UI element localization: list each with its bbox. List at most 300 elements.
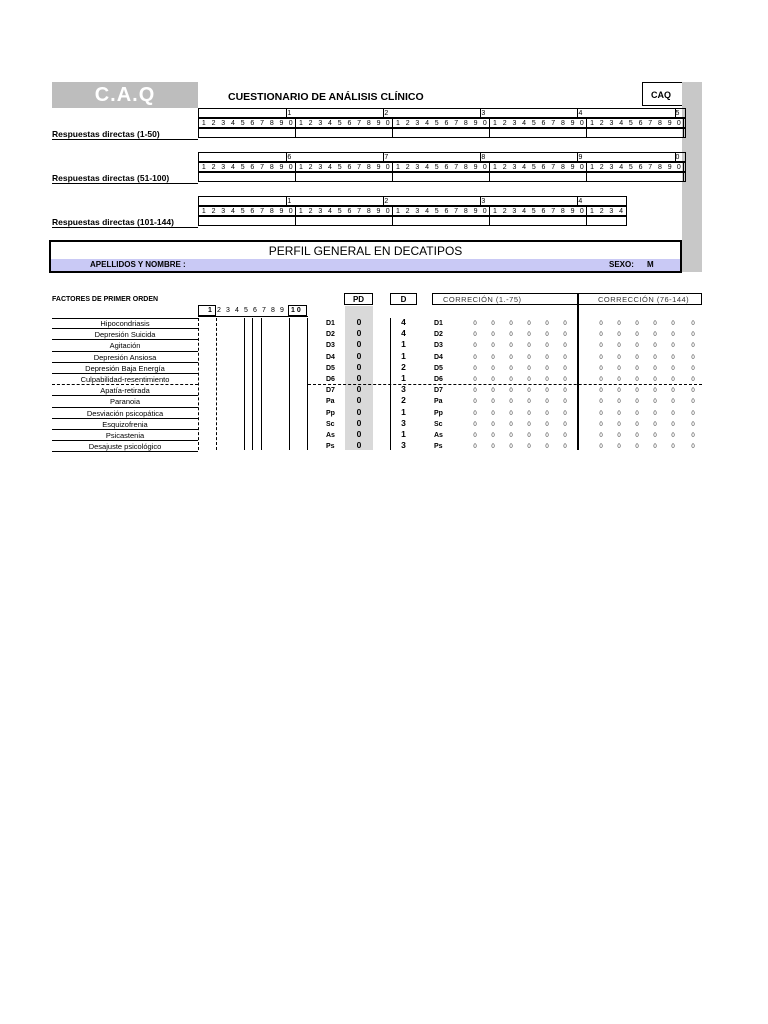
factor-name: Depresión Suicida	[94, 330, 156, 340]
factor-name: Desviación psicopática	[86, 408, 164, 418]
answer-cell[interactable]	[257, 217, 267, 225]
answer-cell[interactable]	[548, 217, 558, 225]
answer-cell[interactable]	[325, 129, 335, 137]
response-tens-row	[198, 108, 686, 118]
corr1-value: 0	[473, 365, 477, 372]
response-digit: 8	[560, 120, 565, 127]
tens-blank	[655, 109, 665, 117]
answer-cell[interactable]	[354, 129, 364, 137]
answer-cell[interactable]	[432, 129, 442, 137]
corr1-value: 0	[509, 444, 513, 451]
answer-cell[interactable]	[325, 217, 335, 225]
answer-cell[interactable]	[451, 173, 461, 181]
response-digit: 3	[415, 120, 420, 127]
tens-blank	[461, 109, 471, 117]
answer-cell[interactable]	[529, 217, 539, 225]
page-title: CUESTIONARIO DE ANÁLISIS CLÍNICO	[228, 91, 424, 103]
corr2-value: 0	[635, 377, 639, 383]
answer-cell[interactable]	[393, 217, 403, 225]
response-digit: 7	[357, 164, 362, 171]
answer-cell[interactable]	[248, 129, 258, 137]
answer-cell[interactable]	[383, 129, 393, 137]
answer-cell[interactable]	[403, 217, 413, 225]
answer-cell[interactable]	[616, 173, 626, 181]
tens-blank	[500, 197, 510, 205]
response-digits-row	[198, 118, 686, 128]
response-digit: 5	[240, 208, 245, 215]
response-digit: 5	[628, 164, 633, 171]
response-digit: 4	[328, 120, 332, 127]
tens-blank	[432, 197, 442, 205]
response-digit: 6	[347, 120, 352, 127]
answer-cell[interactable]	[335, 173, 345, 181]
answer-cell[interactable]	[199, 129, 209, 137]
answer-cell[interactable]	[597, 217, 607, 225]
answer-cell[interactable]	[432, 217, 442, 225]
answer-cell[interactable]	[510, 217, 520, 225]
tens-blank	[568, 153, 578, 161]
answer-cell[interactable]	[374, 173, 384, 181]
corr1-value: 0	[491, 343, 495, 350]
corr2-value: 0	[635, 399, 639, 406]
corr-code: Pa	[434, 398, 443, 406]
answer-cell[interactable]	[374, 217, 384, 225]
answer-cell[interactable]	[480, 173, 490, 181]
corr2-value: 0	[671, 332, 675, 339]
response-digit: 9	[667, 164, 672, 171]
answer-cell[interactable]	[461, 173, 471, 181]
factor-name: Psicastenia	[105, 431, 145, 440]
pd-value: 0	[356, 429, 362, 439]
answer-cell[interactable]	[393, 129, 403, 137]
response-digit: 0	[383, 163, 393, 171]
decatype-scale-label: 5	[244, 307, 248, 314]
answer-cell[interactable]	[490, 129, 500, 137]
answer-cell[interactable]	[345, 173, 355, 181]
answer-cell[interactable]	[286, 129, 296, 137]
tens-blank	[228, 153, 238, 161]
tens-blank	[257, 153, 267, 161]
response-row-label: Respuestas directas (101-144)	[52, 217, 174, 227]
answer-cell[interactable]	[199, 217, 209, 225]
corr2-value: 0	[617, 399, 621, 406]
response-digit: 1	[201, 208, 206, 215]
answer-cell[interactable]	[471, 217, 481, 225]
response-digit: 5	[531, 164, 536, 171]
corr1-value: 0	[509, 433, 513, 439]
pd-value: 0	[356, 373, 362, 383]
answer-cell[interactable]	[558, 129, 568, 137]
answer-cell[interactable]	[451, 217, 461, 225]
answer-cell[interactable]	[500, 217, 510, 225]
answer-cell[interactable]	[306, 173, 316, 181]
answer-cell[interactable]	[519, 129, 529, 137]
answer-cell[interactable]	[675, 173, 685, 181]
answer-cell[interactable]	[500, 129, 510, 137]
answer-cell[interactable]	[655, 129, 665, 137]
answer-cell[interactable]	[665, 129, 675, 137]
response-digit: 0	[480, 163, 490, 171]
tens-blank	[325, 109, 335, 117]
answer-cell[interactable]	[209, 129, 219, 137]
answer-cell[interactable]	[228, 173, 238, 181]
response-digit: 2	[405, 208, 410, 215]
answer-cell[interactable]	[306, 217, 316, 225]
answer-cell[interactable]	[529, 173, 539, 181]
response-digit: 0	[675, 119, 685, 127]
tens-blank	[529, 153, 539, 161]
corr2-value: 0	[635, 388, 639, 395]
response-digit: 3	[609, 164, 614, 171]
answer-cell[interactable]	[209, 217, 219, 225]
factor-name: Depresión Ansiosa	[93, 352, 157, 362]
response-digit: 9	[279, 208, 284, 215]
decatype-scale-label: 8	[271, 307, 275, 314]
response-digit: 8	[269, 208, 274, 215]
tens-blank	[665, 109, 675, 117]
answer-cell[interactable]	[587, 217, 597, 225]
pd-value: 0	[356, 384, 362, 395]
corr1-value: 0	[491, 365, 495, 372]
answer-cell[interactable]	[218, 173, 228, 181]
factors-title: FACTORES DE PRIMER ORDEN	[52, 296, 159, 303]
answer-cell[interactable]	[277, 217, 287, 225]
response-row-label: Respuestas directas (1-50)	[52, 129, 160, 139]
answer-cell[interactable]	[403, 129, 413, 137]
answer-cell[interactable]	[519, 173, 529, 181]
answer-cell[interactable]	[393, 173, 403, 181]
answer-cell[interactable]	[568, 129, 578, 137]
d-value: 1	[401, 373, 406, 383]
tens-blank	[500, 109, 510, 117]
corr1-value: 0	[527, 321, 531, 327]
factor-row-line	[52, 407, 198, 408]
answer-cell[interactable]	[277, 173, 287, 181]
answer-cell[interactable]	[675, 129, 685, 137]
answer-cell[interactable]	[335, 129, 345, 137]
tens-blank	[345, 153, 355, 161]
answer-cell[interactable]	[471, 129, 481, 137]
d-value: 2	[401, 361, 406, 372]
response-tens-row	[198, 196, 627, 206]
answer-cell[interactable]	[248, 217, 258, 225]
answer-cell[interactable]	[442, 217, 452, 225]
answer-cell[interactable]	[461, 217, 471, 225]
tens-blank	[422, 197, 432, 205]
corr-code: D3	[434, 342, 443, 350]
response-digit: 4	[231, 208, 235, 215]
answer-cell[interactable]	[607, 129, 617, 137]
answer-cell[interactable]	[616, 129, 626, 137]
corr2-value: 0	[599, 421, 603, 428]
corr2-value: 0	[671, 399, 675, 406]
answer-cell[interactable]	[286, 217, 296, 225]
answer-cell[interactable]	[558, 173, 568, 181]
corr1-value: 0	[473, 444, 477, 451]
answer-cell[interactable]	[645, 173, 655, 181]
answer-cell[interactable]	[539, 173, 549, 181]
pd-value: 0	[356, 317, 362, 327]
answer-cell[interactable]	[597, 129, 607, 137]
corr1-value: 0	[491, 433, 495, 439]
corr1-value: 0	[473, 321, 477, 327]
corr2-value: 0	[599, 332, 603, 339]
tens-blank	[209, 109, 219, 117]
answer-cell[interactable]	[345, 129, 355, 137]
answer-cell[interactable]	[442, 129, 452, 137]
response-digit: 3	[512, 164, 517, 171]
answer-cell[interactable]	[325, 173, 335, 181]
response-digit: 1	[298, 120, 303, 127]
corr1-value: 0	[509, 365, 513, 372]
corr1-value: 0	[527, 388, 531, 395]
response-digit: 6	[444, 164, 449, 171]
tens-blank	[422, 109, 432, 117]
response-digit: 6	[347, 164, 352, 171]
response-digit: 1	[395, 208, 400, 215]
response-digit: 0	[383, 207, 393, 215]
answer-cell[interactable]	[306, 129, 316, 137]
answer-cell[interactable]	[218, 217, 228, 225]
tens-blank	[471, 153, 481, 161]
response-answer-row[interactable]	[198, 216, 627, 226]
answer-cell[interactable]	[636, 173, 646, 181]
corr1-value: 0	[563, 343, 567, 350]
response-digit: 6	[444, 208, 449, 215]
answer-cell[interactable]	[568, 217, 578, 225]
response-digit: 8	[560, 164, 565, 171]
answer-cell[interactable]	[626, 173, 636, 181]
answer-cell[interactable]	[422, 173, 432, 181]
corr1-value: 0	[545, 421, 549, 428]
answer-cell[interactable]	[267, 217, 277, 225]
answer-cell[interactable]	[296, 129, 306, 137]
corr2-value: 0	[653, 365, 657, 372]
answer-cell[interactable]	[354, 173, 364, 181]
answer-cell[interactable]	[655, 173, 665, 181]
factor-code: D4	[326, 353, 335, 361]
answer-cell[interactable]	[587, 173, 597, 181]
answer-cell[interactable]	[577, 173, 587, 181]
answer-cell[interactable]	[587, 129, 597, 137]
answer-cell[interactable]	[218, 129, 228, 137]
answer-cell[interactable]	[607, 173, 617, 181]
answer-cell[interactable]	[539, 129, 549, 137]
factor-code: D1	[326, 320, 335, 327]
response-digit: 7	[357, 208, 362, 215]
tens-blank	[354, 109, 364, 117]
response-digit: 5	[531, 208, 536, 215]
answer-cell[interactable]	[374, 129, 384, 137]
response-digit: 6	[638, 164, 643, 171]
response-digit: 8	[366, 208, 371, 215]
answer-cell[interactable]	[490, 173, 500, 181]
pd-value: 0	[356, 361, 362, 372]
answer-cell[interactable]	[636, 129, 646, 137]
answer-cell[interactable]	[665, 173, 675, 181]
corr1-value: 0	[563, 388, 567, 395]
answer-cell[interactable]	[403, 173, 413, 181]
corr1-value: 0	[509, 377, 513, 383]
answer-cell[interactable]	[500, 173, 510, 181]
answer-cell[interactable]	[413, 173, 423, 181]
tens-blank	[345, 197, 355, 205]
answer-cell[interactable]	[238, 129, 248, 137]
response-digit: 7	[551, 208, 556, 215]
answer-cell[interactable]	[296, 173, 306, 181]
answer-cell[interactable]	[228, 129, 238, 137]
answer-cell[interactable]	[471, 173, 481, 181]
answer-cell[interactable]	[364, 217, 374, 225]
answer-cell[interactable]	[432, 173, 442, 181]
corr2-value: 0	[617, 388, 621, 395]
answer-cell[interactable]	[248, 173, 258, 181]
tens-blank	[490, 153, 500, 161]
corr1-value: 0	[545, 321, 549, 327]
response-digit: 7	[260, 208, 265, 215]
answer-cell[interactable]	[480, 217, 490, 225]
response-digit: 4	[522, 120, 527, 127]
tens-blank	[296, 153, 306, 161]
answer-cell[interactable]	[577, 217, 587, 225]
response-digit: 1	[395, 120, 400, 127]
d-value: 3	[401, 384, 406, 395]
answer-cell[interactable]	[616, 217, 626, 225]
d-value: 4	[401, 317, 406, 327]
answer-cell[interactable]	[383, 173, 393, 181]
corr2-value: 0	[653, 444, 657, 451]
tens-blank	[267, 153, 277, 161]
response-digit: 6	[444, 120, 449, 127]
corr2-value: 0	[653, 399, 657, 406]
answer-cell[interactable]	[412, 217, 422, 225]
tens-blank	[315, 197, 325, 205]
answer-cell[interactable]	[422, 129, 432, 137]
answer-cell[interactable]	[568, 173, 578, 181]
corr2-value: 0	[617, 332, 621, 339]
factor-code: D3	[326, 342, 335, 350]
corr-divider	[577, 293, 579, 450]
answer-cell[interactable]	[626, 129, 636, 137]
answer-cell[interactable]	[510, 173, 520, 181]
answer-cell[interactable]	[238, 173, 248, 181]
corr1-value: 0	[563, 377, 567, 383]
answer-cell[interactable]	[354, 217, 364, 225]
response-digit: 3	[318, 208, 323, 215]
tens-blank	[442, 109, 452, 117]
tens-blank	[315, 109, 325, 117]
response-digit: 7	[648, 120, 653, 127]
factor-row-line	[52, 418, 198, 419]
response-digit: 7	[454, 164, 459, 171]
answer-cell[interactable]	[461, 129, 471, 137]
answer-cell[interactable]	[645, 129, 655, 137]
answer-cell[interactable]	[422, 217, 432, 225]
answer-cell[interactable]	[238, 217, 248, 225]
corr1-value: 0	[509, 421, 513, 428]
corr2-value: 0	[671, 421, 675, 428]
answer-cell[interactable]	[209, 173, 219, 181]
answer-cell[interactable]	[558, 217, 568, 225]
answer-cell[interactable]	[277, 129, 287, 137]
answer-cell[interactable]	[383, 217, 393, 225]
tens-blank	[403, 109, 413, 117]
tens-blank	[306, 109, 316, 117]
answer-cell[interactable]	[228, 217, 238, 225]
answer-cell[interactable]	[529, 129, 539, 137]
answer-cell[interactable]	[451, 129, 461, 137]
answer-cell[interactable]	[490, 217, 500, 225]
answer-cell[interactable]	[296, 217, 306, 225]
answer-cell[interactable]	[286, 173, 296, 181]
answer-cell[interactable]	[364, 129, 374, 137]
answer-cell[interactable]	[345, 217, 355, 225]
answer-cell[interactable]	[597, 173, 607, 181]
tens-marker: 8	[480, 153, 490, 161]
decatype-scale-label: 2	[217, 307, 221, 314]
answer-cell[interactable]	[519, 217, 529, 225]
tens-marker: 2	[383, 197, 393, 205]
response-digit: 9	[473, 208, 478, 215]
decatype-scale-label: 1	[208, 307, 212, 314]
answer-cell[interactable]	[315, 173, 325, 181]
decatype-scale-label: 9	[280, 307, 284, 314]
response-digit: 5	[434, 164, 439, 171]
answer-cell[interactable]	[315, 217, 325, 225]
answer-cell[interactable]	[548, 173, 558, 181]
answer-cell[interactable]	[257, 129, 267, 137]
answer-cell[interactable]	[442, 173, 452, 181]
answer-cell[interactable]	[480, 129, 490, 137]
tens-marker: 1	[286, 109, 296, 117]
answer-cell[interactable]	[267, 173, 277, 181]
tens-blank	[519, 109, 529, 117]
response-row-label: Respuestas directas (51-100)	[52, 173, 170, 183]
answer-cell[interactable]	[364, 173, 374, 181]
corr1-value: 0	[509, 388, 513, 395]
answer-cell[interactable]	[267, 129, 277, 137]
response-digit: 7	[648, 164, 653, 171]
corr2-value: 0	[599, 354, 603, 361]
answer-cell[interactable]	[315, 129, 325, 137]
tens-blank	[296, 197, 306, 205]
corr2-value: 0	[617, 410, 621, 417]
answer-cell[interactable]	[257, 173, 267, 181]
answer-cell[interactable]	[607, 217, 617, 225]
answer-cell[interactable]	[335, 217, 345, 225]
answer-cell[interactable]	[199, 173, 209, 181]
tens-blank	[616, 109, 626, 117]
factor-code: D5	[326, 364, 335, 372]
corr2-value: 0	[617, 433, 621, 439]
answer-cell[interactable]	[539, 217, 549, 225]
pd-value: 0	[356, 406, 362, 417]
response-answer-row[interactable]	[198, 172, 686, 182]
tens-blank	[451, 197, 461, 205]
tens-blank	[539, 197, 549, 205]
tens-blank	[519, 197, 529, 205]
answer-cell[interactable]	[548, 129, 558, 137]
corr1-value: 0	[491, 321, 495, 327]
corr1-value: 0	[563, 410, 567, 417]
response-digit: 2	[599, 208, 604, 215]
corr2-value: 0	[599, 388, 603, 395]
answer-cell[interactable]	[413, 129, 423, 137]
tens-blank	[393, 197, 403, 205]
answer-cell[interactable]	[510, 129, 520, 137]
response-answer-row[interactable]	[198, 128, 686, 138]
answer-cell[interactable]	[577, 129, 587, 137]
